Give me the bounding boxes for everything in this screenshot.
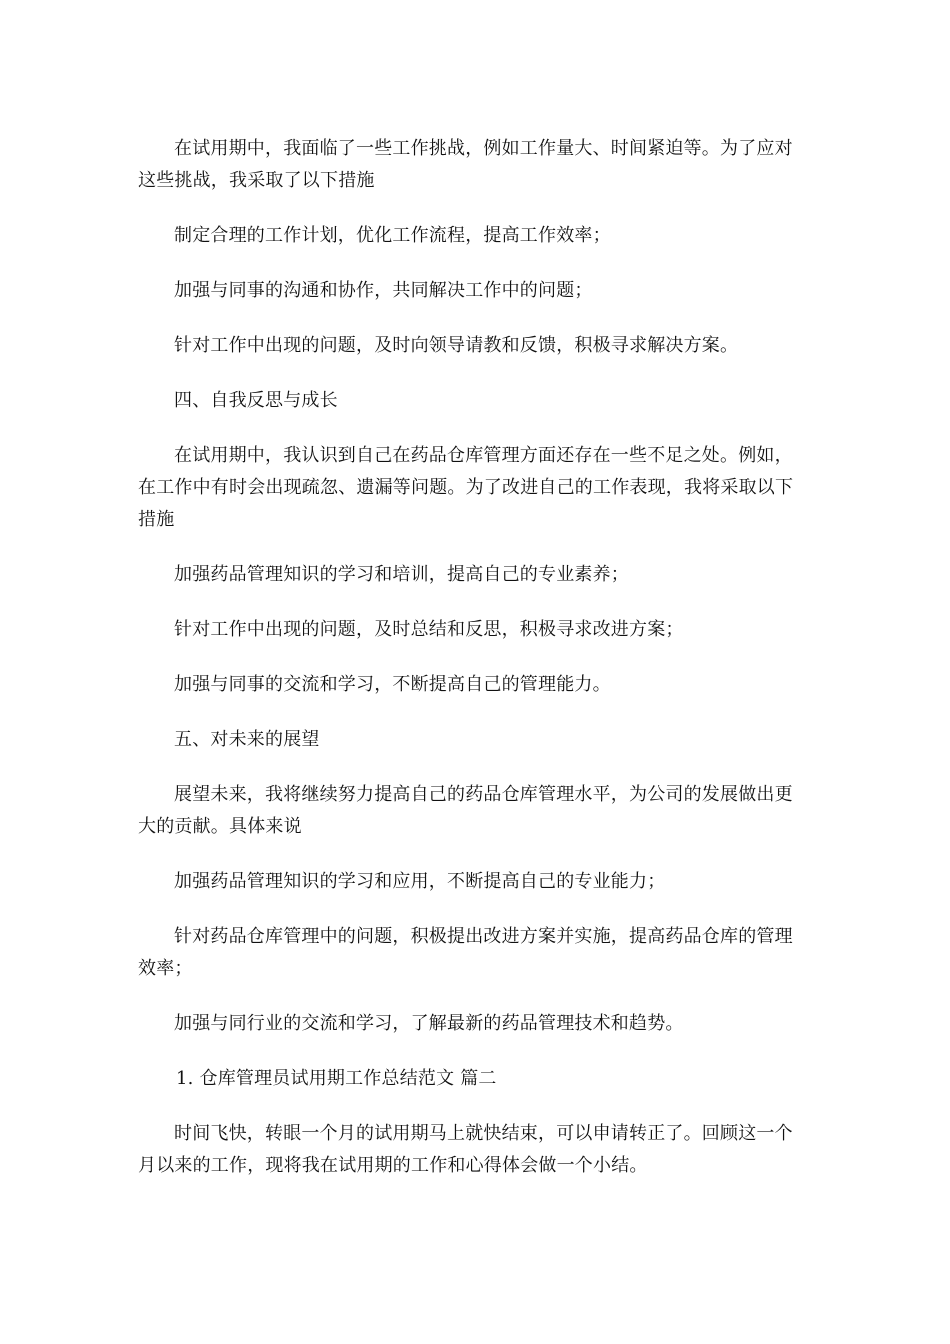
numbered-title-part-two: 1. 仓库管理员试用期工作总结范文 篇二 xyxy=(176,1068,497,1089)
paragraph-measure-plan: 制定合理的工作计划，优化工作流程，提高工作效率； xyxy=(174,225,611,246)
paragraph-measure-communication: 加强与同事的沟通和协作，共同解决工作中的问题； xyxy=(174,280,593,301)
paragraph-outlook-knowledge: 加强药品管理知识的学习和应用，不断提高自己的专业能力； xyxy=(174,871,666,892)
paragraph-outlook-industry: 加强与同行业的交流和学习，了解最新的药品管理技术和趋势。 xyxy=(174,1013,684,1034)
section-heading-self-reflection: 四、自我反思与成长 xyxy=(174,390,338,411)
section-heading-outlook: 五、对未来的展望 xyxy=(174,729,320,750)
paragraph-part-two-intro: 时间飞快，转眼一个月的试用期马上就快结束，可以申请转正了。回顾这一个月以来的工作，现将我在试用期的工作和心得体会做一个小结。 xyxy=(138,1123,793,1176)
document-body xyxy=(138,133,810,1205)
paragraph-reflection-exchange: 加强与同事的交流和学习，不断提高自己的管理能力。 xyxy=(174,674,611,695)
paragraph-outlook-intro: 展望未来，我将继续努力提高自己的药品仓库管理水平，为公司的发展做出更大的贡献。具体来说 xyxy=(138,784,793,837)
paragraph-challenges-intro: 在试用期中，我面临了一些工作挑战，例如工作量大、时间紧迫等。为了应对这些挑战，我采取了以下措施 xyxy=(138,138,793,191)
paragraph-reflection-intro: 在试用期中，我认识到自己在药品仓库管理方面还存在一些不足之处。例如，在工作中有时会出现疏忽、遗漏等问题。为了改进自己的工作表现，我将采取以下措施 xyxy=(138,445,794,530)
paragraph-reflection-summary: 针对工作中出现的问题，及时总结和反思，积极寻求改进方案； xyxy=(174,619,684,640)
paragraph-measure-feedback: 针对工作中出现的问题，及时向领导请教和反馈，积极寻求解决方案。 xyxy=(174,335,739,356)
paragraph-outlook-improvement: 针对药品仓库管理中的问题，积极提出改进方案并实施，提高药品仓库的管理效率； xyxy=(138,926,793,979)
paragraph-reflection-study: 加强药品管理知识的学习和培训，提高自己的专业素养； xyxy=(174,564,629,585)
